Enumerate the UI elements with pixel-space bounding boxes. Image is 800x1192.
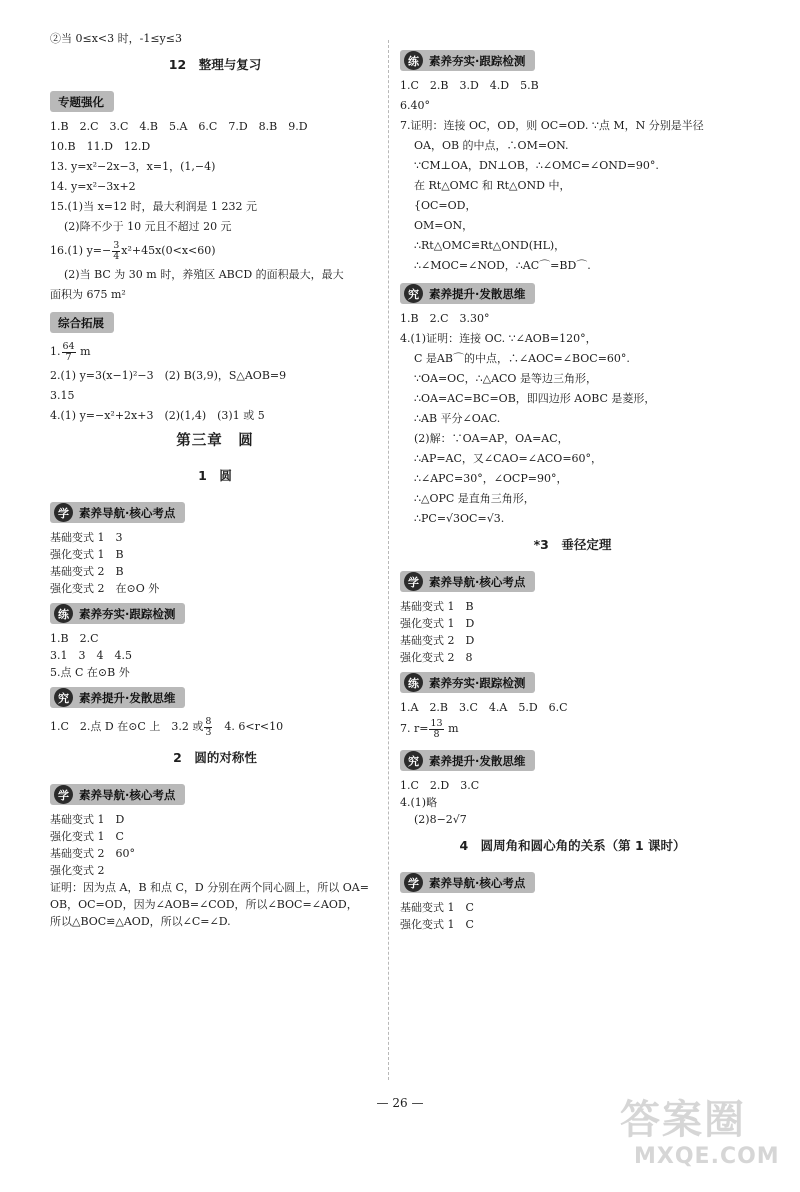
answer-line: ∵OA=OC，∴△ACO 是等边三角形， — [414, 372, 597, 385]
answer-line: 3.1 3 4 4.5 — [50, 649, 132, 662]
text-part: 16.(1) y=− — [50, 244, 112, 257]
answer-line — [50, 716, 380, 738]
study-icon: 学 — [404, 572, 423, 591]
fraction-numerator: 3 — [113, 239, 120, 251]
answer-line: 强化变式 2 8 — [400, 651, 473, 664]
answer-line — [50, 341, 380, 363]
section-title-12: 12 整理与复习 — [168, 57, 262, 72]
fraction-denominator: 8 — [433, 728, 440, 740]
study-icon: 学 — [404, 873, 423, 892]
section-tag — [50, 784, 185, 805]
answer-line: (2)解：∵OA=AP，OA=AC， — [414, 432, 569, 445]
answer-line: 10.B 11.D 12.D — [50, 140, 151, 153]
section-tag — [400, 750, 535, 771]
section-title-2: 2 圆的对称性 — [173, 750, 257, 765]
text-part: 7. r= — [400, 722, 429, 735]
answer-line: 强化变式 1 D — [400, 617, 475, 630]
section-tag — [50, 687, 185, 708]
answer-line: 13. y=x²−2x−3，x=1，(1,−4) — [50, 160, 216, 173]
fraction-numerator: 8 — [205, 715, 212, 727]
answer-line: ∴△OPC 是直角三角形， — [414, 492, 535, 505]
answer-line: (2)降不少于 10 元且不超过 20 元 — [64, 220, 232, 233]
section-tag — [400, 672, 535, 693]
tag-label: 素养导航·核心考点 — [429, 875, 526, 890]
answer-line: (2)当 BC 为 30 m 时，养殖区 ABCD 的面积最大，最大 — [64, 268, 344, 281]
fraction-denominator: 4 — [113, 250, 120, 262]
watermark-title: 答案圈 — [620, 1097, 746, 1143]
answer-line: 基础变式 2 B — [50, 565, 124, 578]
fraction — [429, 719, 443, 740]
section-tag — [400, 872, 535, 893]
answer-line: 1.B 2.C — [50, 632, 99, 645]
left-column — [50, 32, 380, 932]
answer-line: 基础变式 1 3 — [50, 531, 123, 544]
practice-icon: 练 — [404, 673, 423, 692]
answer-line: 2.(1) y=3(x−1)²−3 (2) B(3,9)，S△AOB=9 — [50, 369, 287, 382]
answer-line: 1.C 2.B 3.D 4.D 5.B — [400, 79, 539, 92]
text-part: 1.C 2.点 D 在⊙C 上 3.2 或 — [50, 720, 204, 733]
tag-label: 专题强化 — [58, 94, 104, 109]
section-title-4: 4 圆周角和圆心角的关系（第 1 课时） — [459, 838, 686, 853]
answer-line: OB，OC=OD，因为∠AOB=∠COD，所以∠BOC=∠AOD， — [50, 898, 358, 911]
answer-line: 强化变式 1 C — [50, 830, 124, 843]
answer-line: 证明：因为点 A，B 和点 C，D 分别在两个同心圆上，所以 OA= — [50, 881, 369, 894]
tag-label: 素养夯实·跟踪检测 — [429, 53, 526, 68]
chapter-title: 第三章 圆 — [176, 433, 254, 449]
research-icon: 究 — [404, 751, 423, 770]
practice-icon: 练 — [404, 51, 423, 70]
text-part: 1. — [50, 345, 61, 358]
text-line: ②当 0≤x<3 时，-1≤y≤3 — [50, 32, 182, 45]
answer-line: 基础变式 1 B — [400, 600, 474, 613]
fraction-numerator: 13 — [430, 717, 443, 729]
answer-line: 4.(1)证明：连接 OC. ∵∠AOB=120°， — [400, 332, 597, 345]
answer-line: (2)8−2√7 — [414, 813, 467, 826]
tag-label: 综合拓展 — [58, 315, 104, 330]
section-tag — [50, 603, 185, 624]
answer-line: 基础变式 2 D — [400, 634, 475, 647]
answer-line: OA，OB 的中点，∴OM=ON. — [414, 139, 569, 152]
page-number: — 26 — — [376, 1096, 424, 1110]
answer-line: ∴∠APC=30°，∠OCP=90°， — [414, 472, 568, 485]
text-part: m — [80, 345, 91, 358]
answer-line — [400, 718, 745, 740]
tag-label: 素养提升·发散思维 — [429, 753, 526, 768]
answer-line: C 是AB⌒的中点，∴∠AOC=∠BOC=60°. — [414, 352, 630, 365]
answer-line: 基础变式 1 C — [400, 901, 474, 914]
study-icon: 学 — [54, 503, 73, 522]
practice-icon: 练 — [54, 604, 73, 623]
tag-label: 素养导航·核心考点 — [79, 787, 176, 802]
watermark-url: MXQE.COM — [634, 1144, 780, 1169]
answer-line: 1.B 2.C 3.C 4.B 5.A 6.C 7.D 8.B 9.D — [50, 120, 308, 133]
answer-line: 在 Rt△OMC 和 Rt△OND 中， — [414, 179, 571, 192]
answer-line: 14. y=x²−3x+2 — [50, 180, 136, 193]
fraction-denominator: 7 — [65, 351, 72, 363]
answer-line: 6.40° — [400, 99, 430, 112]
answer-line: 5.点 C 在⊙B 外 — [50, 666, 130, 679]
study-icon: 学 — [54, 785, 73, 804]
answer-line: ∴∠MOC=∠NOD，∴AC⌒=BD⌒. — [414, 259, 591, 272]
answer-line: 4.(1) y=−x²+2x+3 (2)(1,4) (3)1 或 5 — [50, 409, 265, 422]
answer-line: 强化变式 1 B — [50, 548, 124, 561]
section-title-3: *3 垂径定理 — [533, 537, 612, 552]
tag-label: 素养提升·发散思维 — [429, 286, 526, 301]
answer-line: 4.(1)略 — [400, 796, 438, 809]
answer-line — [50, 240, 380, 262]
answer-line: 7.证明：连接 OC，OD，则 OC=OD. ∵点 M，N 分别是半径 — [400, 119, 704, 132]
answer-line: 强化变式 1 C — [400, 918, 474, 931]
answer-line: ∴AB 平分∠OAC. — [414, 412, 501, 425]
tag-label: 素养夯实·跟踪检测 — [429, 675, 526, 690]
section-tag — [400, 283, 535, 304]
answer-line: 强化变式 2 在⊙O 外 — [50, 582, 160, 595]
section-title-1: 1 圆 — [198, 468, 232, 483]
answer-line: 所以△BOC≌△AOD，所以∠C=∠D. — [50, 915, 231, 928]
fraction — [112, 241, 120, 262]
text-part: x²+45x(0<x<60) — [121, 244, 216, 257]
answer-line: 面积为 675 m² — [50, 288, 126, 301]
answer-line: 1.C 2.D 3.C — [400, 779, 480, 792]
answer-line: 15.(1)当 x=12 时，最大利润是 1 232 元 — [50, 200, 257, 213]
section-tag — [400, 50, 535, 71]
answer-line: ∴Rt△OMC≌Rt△OND(HL)， — [414, 239, 566, 252]
answer-line: ∴PC=√3OC=√3. — [414, 512, 505, 525]
research-icon: 究 — [404, 284, 423, 303]
tag-label: 素养夯实·跟踪检测 — [79, 606, 176, 621]
answer-line: ∴OA=AC=BC=OB，即四边形 AOBC 是菱形， — [414, 392, 656, 405]
answer-line: 3.15 — [50, 389, 75, 402]
answer-line: 1.B 2.C 3.30° — [400, 312, 490, 325]
right-column — [400, 32, 745, 935]
section-tag — [50, 91, 114, 112]
answer-line: ∵CM⊥OA，DN⊥OB，∴∠OMC=∠OND=90°. — [414, 159, 659, 172]
answer-line: 强化变式 2 — [50, 864, 105, 877]
watermark-logo — [620, 1098, 790, 1184]
text-part: m — [448, 722, 459, 735]
fraction — [62, 342, 76, 363]
fraction — [204, 717, 212, 738]
tag-label: 素养提升·发散思维 — [79, 690, 176, 705]
column-divider — [388, 40, 389, 1080]
tag-label: 素养导航·核心考点 — [79, 505, 176, 520]
fraction-numerator: 64 — [62, 340, 75, 352]
answer-line: OM=ON， — [414, 219, 474, 232]
research-icon: 究 — [54, 688, 73, 707]
answer-line: ∴AP=AC，又∠CAO=∠ACO=60°， — [414, 452, 603, 465]
tag-label: 素养导航·核心考点 — [429, 574, 526, 589]
section-tag — [50, 312, 114, 333]
answer-line: 基础变式 1 D — [50, 813, 125, 826]
section-tag — [400, 571, 535, 592]
text-part: 4. 6<r<10 — [224, 720, 284, 733]
section-tag — [50, 502, 185, 523]
answer-line: {OC=OD， — [414, 199, 477, 212]
answer-line: 基础变式 2 60° — [50, 847, 135, 860]
answer-line: 1.A 2.B 3.C 4.A 5.D 6.C — [400, 701, 568, 714]
fraction-denominator: 3 — [205, 726, 212, 738]
